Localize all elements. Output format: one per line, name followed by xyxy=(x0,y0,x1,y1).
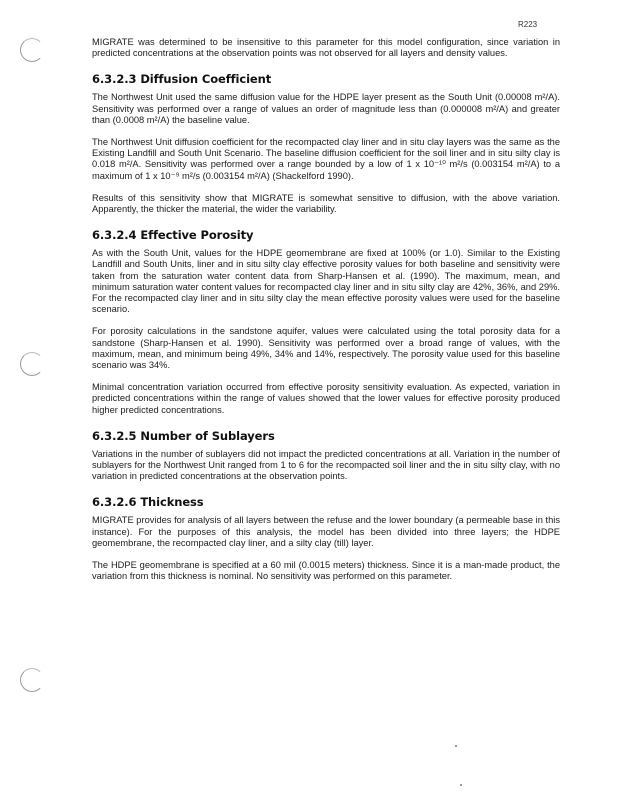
paragraph: Minimal concentration variation occurred from effective porosity sensitivity evaluation. As expected, variation in predicted concentrations within the range of values showed that the lower values for effective porosity produced higher predicted concentrations. xyxy=(92,382,560,415)
binder-hole-middle xyxy=(20,352,44,376)
section-heading-sublayers: 6.3.2.5 Number of Sublayers xyxy=(92,428,275,443)
intro-paragraph: MIGRATE was determined to be insensitive to this parameter for this model configuration, since variation in predicted concentrations at the observation points was not observed for all layers and density values. xyxy=(92,37,560,59)
paragraph: As with the South Unit, values for the HDPE geomembrane are fixed at 100% (or 1.0). Similar to the Existing Landfill and South Units, liner and in situ silty clay effective porosity values for both baseline and sensitivity were taken from the saturation water content data from Sharp-Hansen et al. (1990). The maximum, mean, and minimum saturation water content values for recompacted clay liner and in situ silty clay are 42%, 36%, and 29%. For the recompacted clay liner and in situ silty clay the mean effective porosity values were used for the baseline scenario. xyxy=(92,248,560,315)
paragraph: Results of this sensitivity show that MIGRATE is somewhat sensitive to diffusion, with the above variation. Apparently, the thicker the material, the wider the variability. xyxy=(92,192,560,215)
binder-hole-bottom xyxy=(20,668,44,692)
section-heading-porosity: 6.3.2.4 Effective Porosity xyxy=(92,228,254,243)
paragraph: The Northwest Unit used the same diffusion value for the HDPE layer present as the South Unit (0.00008 m²/A). Sensitivity was performed over a range of values an order of magnitude less than (0.000008 m²/A) and greater than (0.0008 m²/A) the baseline value. xyxy=(92,92,560,125)
binder-hole-top xyxy=(20,38,44,62)
scan-speck xyxy=(460,784,462,786)
paragraph: The HDPE geomembrane is specified at a 60 mil (0.0015 meters) thickness. Since it is a man-made product, the variation from this thickness is nominal. No sensitivity was performed on this parameter. xyxy=(92,560,560,582)
paragraph: For porosity calculations in the sandstone aquifer, values were calculated using the total porosity data for a sandstone (Sharp-Hansen et al. 1990). Sensitivity was performed over a broad range of values, with the maximum, mean, and minimum being 49%, 34% and 14%, respectively. The porosity value used for this baseline scenario was 34%. xyxy=(92,326,560,371)
paragraph: Variations in the number of sublayers did not impact the predicted concentrations at all. Variation in the number of sublayers for the Northwest Unit ranged from 1 to 6 for the recompacted soil liner and the in situ silty clay, with no variation in predicted concentrations at the observation points. xyxy=(92,448,560,482)
paragraph: The Northwest Unit diffusion coefficient for the recompacted clay liner and in situ clay layers was the same as the Existing Landfill and South Unit Scenario. The baseline diffusion coefficient for the soil liner and in situ silty clay is 0.018 m²/A. Sensitivity was performed over a range bounded by a low of 1 x 10⁻¹⁰ m²/s (0.003154 m²/A) to a maximum of 1 x 10⁻⁹ m²/s (0.003154 m²/A) (Shackelford 1990). xyxy=(92,137,560,181)
paragraph: MIGRATE provides for analysis of all layers between the refuse and the lower boundary (a permeable base in this instance). For the purposes of this analysis, the model has been divided into three layers; the HDPE geomembrane, the recompacted clay liner, and a silty clay (till) layer. xyxy=(92,515,560,548)
section-heading-thickness: 6.3.2.6 Thickness xyxy=(92,495,204,510)
page-number: R223 xyxy=(518,20,538,29)
document-body xyxy=(92,37,560,594)
section-heading-diffusion: 6.3.2.3 Diffusion Coefficient xyxy=(92,72,272,87)
scan-speck xyxy=(455,745,457,747)
